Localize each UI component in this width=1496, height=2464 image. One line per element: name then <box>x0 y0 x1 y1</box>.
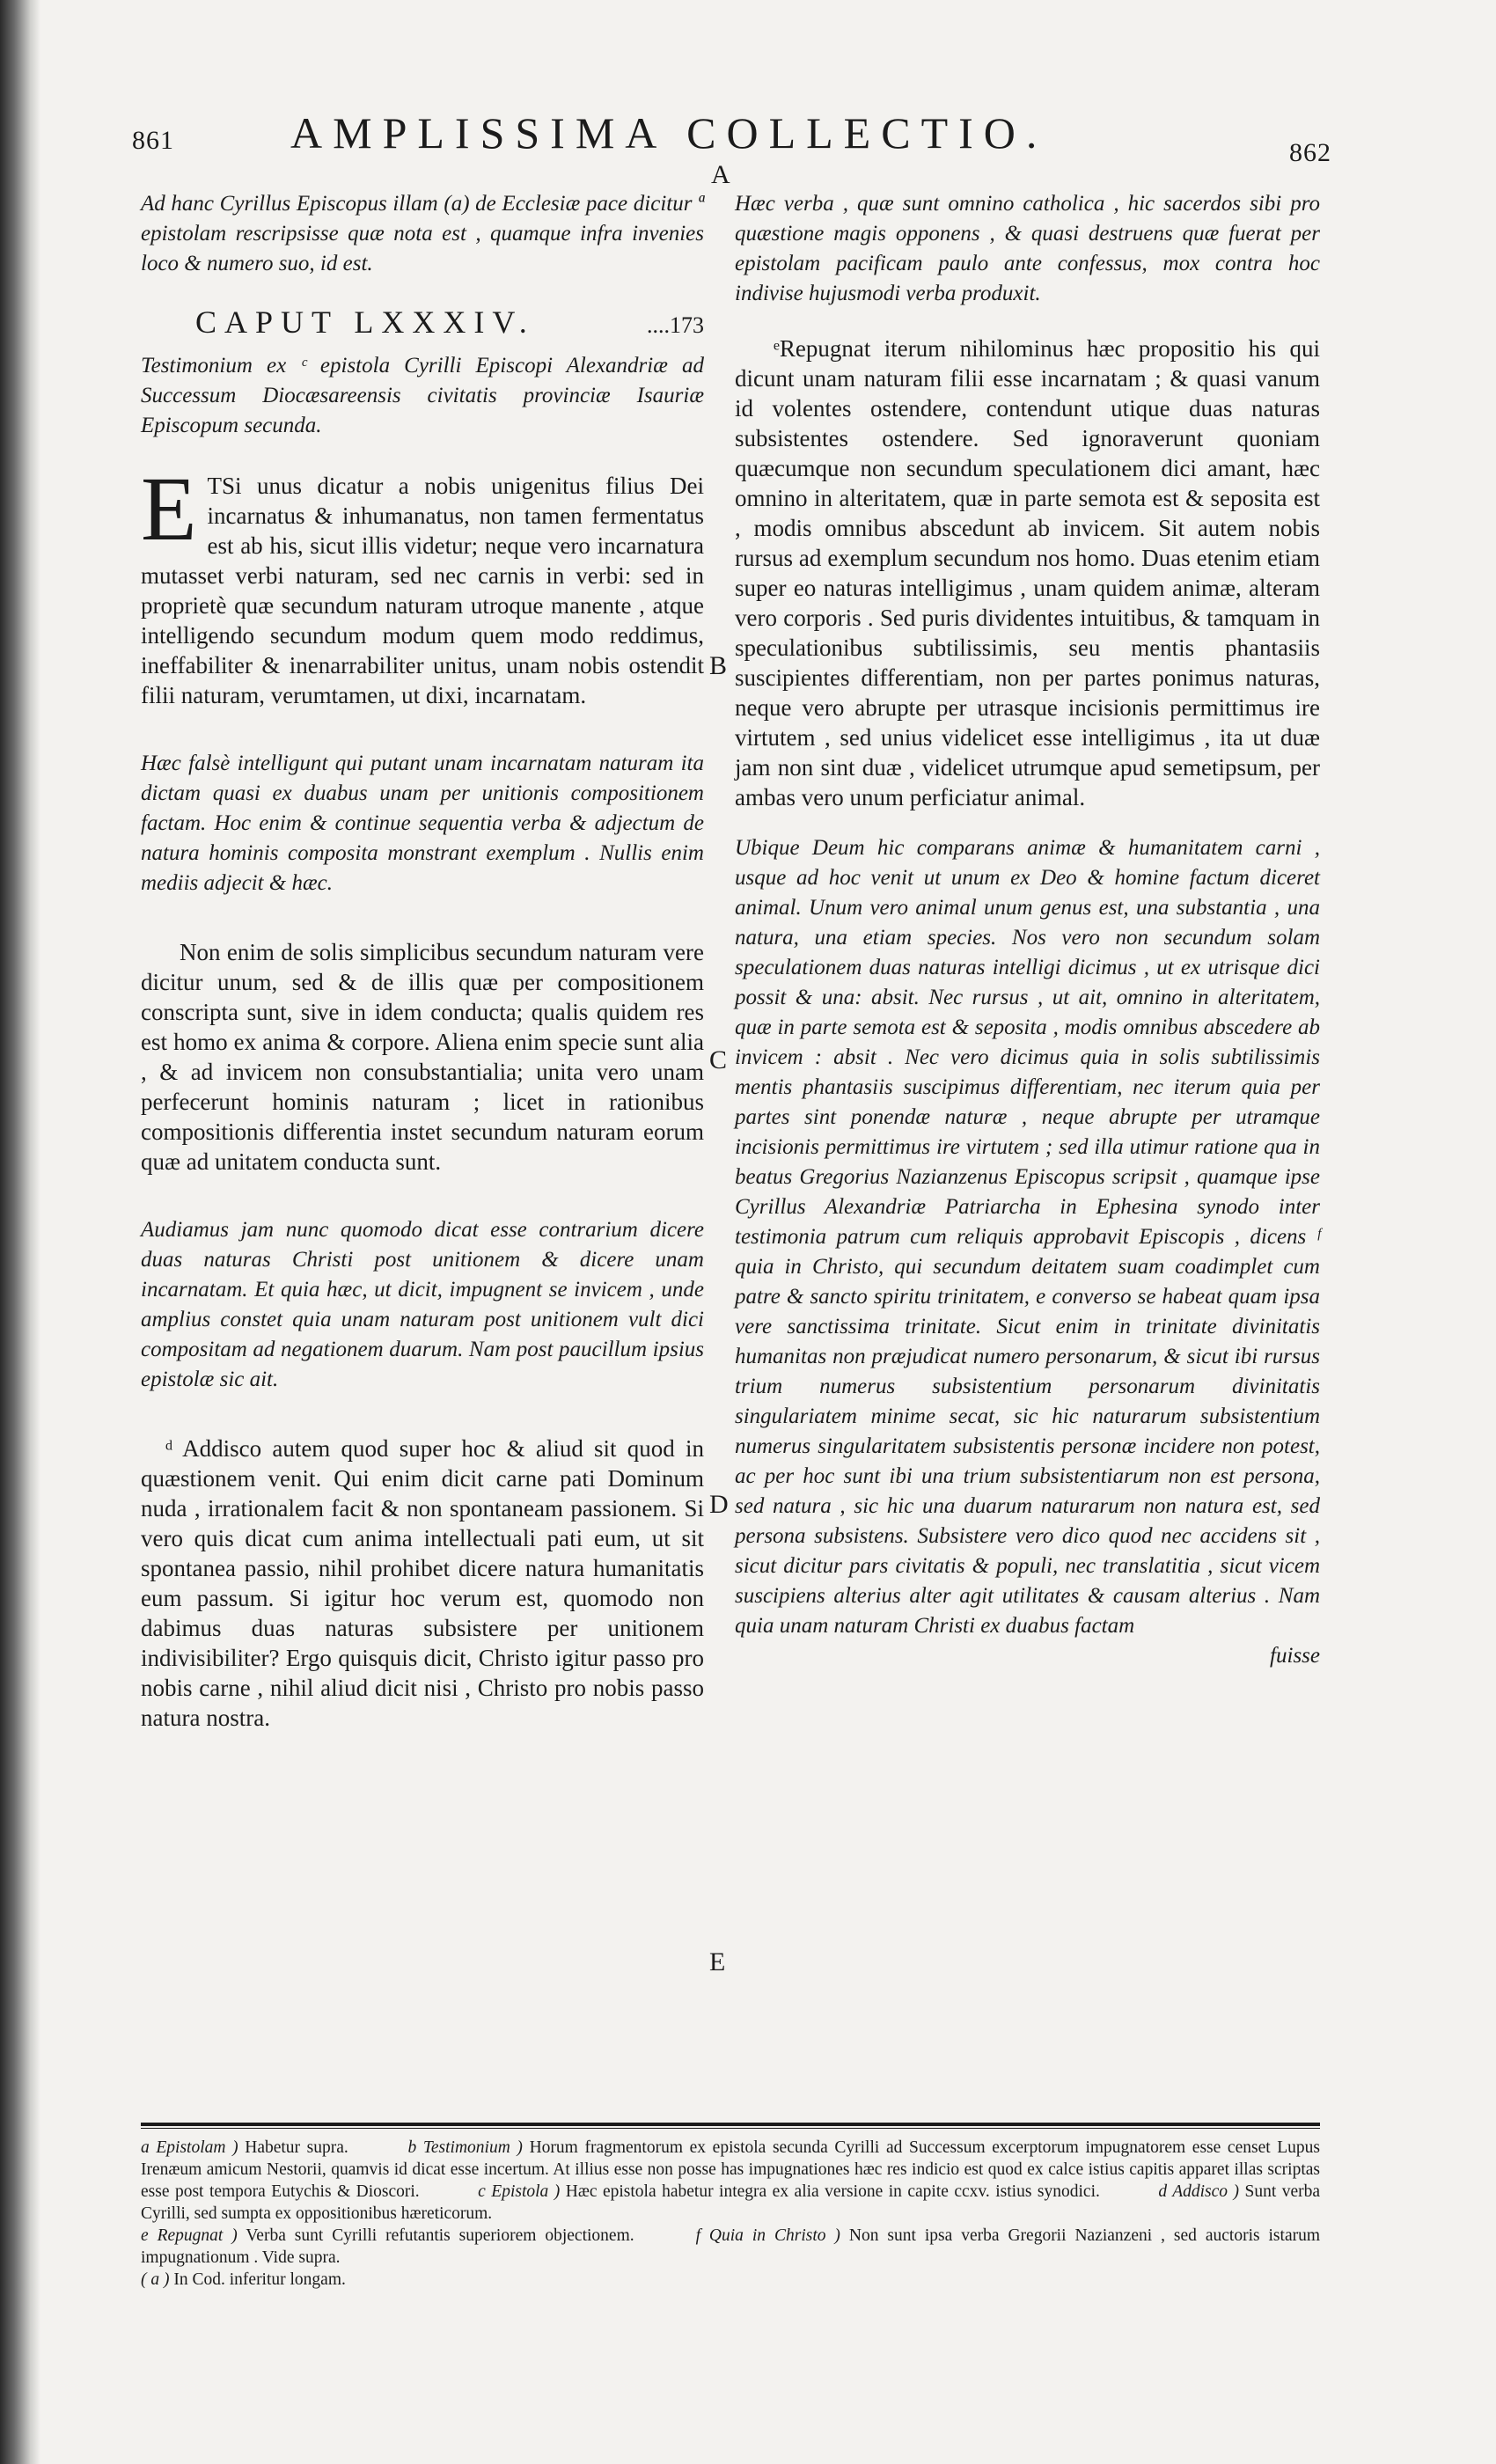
footnote-d-text: Sunt verba Cyrilli, sed sumpta ex oppositionibus hæreticorum. <box>141 2182 1321 2223</box>
left-page-number: 861 <box>132 126 174 155</box>
paragraph-text: TSi unus dicatur a nobis unigenitus filius Dei incarnatus & inhumanatus, non tamen fermentatus est ab his, sicut illis videtur; neque vero incarnatura mutasset verbi naturam, sed nec carnis in verbi: sed in proprietè quæ secundum naturam utroque manente , atque intelligendo secundum modum quem modo reddimus, ineffabiliter & inenarrabiliter unitus, unam nobis ostendit filii naturam, verumtamen, ut dixi, incarnatam. <box>141 473 704 708</box>
footnote-a2-ref: ( a ) <box>141 2270 170 2289</box>
chapter-reference: ....173 <box>647 312 704 338</box>
chapter-title: CAPUT LXXXIV. <box>195 304 535 340</box>
commentary-paragraph: Hæc falsè intelligunt qui putant unam incarnatam naturam ita dictam quasi ex duabus unam per unitionis compositionem factam. Hoc enim & continue sequentia verba & adjectum de natura hominis composita monstrant exemplum . Nullis enim mediis adjecit & hæc. <box>141 752 704 895</box>
footnote-f-text: Non sunt ipsa verba Gregorii Nazianzeni , sed auctoris istarum impugnationum . Vide supra. <box>141 2226 1321 2267</box>
footnote-c-text: Hæc epistola habetur integra ex alia versione in capite ccxv. istius synodici. <box>565 2182 1100 2201</box>
right-page-number: 862 <box>1289 138 1331 167</box>
commentary-paragraph: Audiamus jam nunc quomodo dicat esse contrarium dicere duas naturas Christi post unitionem & dicere unam incarnatam. Et quia hæc, ut dicit, impugnent se invicem , unde amplius constet quia unam naturam post unitionem vult dici compositam ad negationem duarum. Nam post paucillum ipsius epistolæ sic ait. <box>141 1218 704 1391</box>
paragraph-text: Non enim de solis simplicibus secundum naturam vere dicitur unum, sed & de illis quæ per compositionem conscripta sunt, sive in idem conducta; qualis quidem res est homo ex anima & corpore. Aliena enim specie sunt alia , & ad invicem non consubstantialia; unita vero unam perfecerunt hominis naturam ; licet in rationibus compositionis differentia instet secundum naturam eorum quæ ad unitatem conducta sunt. <box>141 939 704 1175</box>
footnote-a-ref: a Epistolam ) <box>141 2138 238 2157</box>
footnote-a2-text: In Cod. inferitur longam. <box>173 2270 346 2289</box>
footnotes <box>141 2137 1320 2291</box>
footnote-line <box>141 2225 1320 2269</box>
left-column <box>141 189 704 1733</box>
footnote-b-ref: b Testimonium ) <box>407 2138 523 2157</box>
right-column <box>735 189 1320 1671</box>
commentary-paragraph: Hæc verba , quæ sunt omnino catholica , hic sacerdos sibi pro quæstione magis opponens , & quasi destruens quæ fuerat per epistolam pacificam paulo ante confessus, mox contra hoc indivise hujusmodi verba produxit. <box>735 192 1320 305</box>
footnote-e-ref: e Repugnat ) <box>141 2226 238 2245</box>
catchword: fuisse <box>1270 1644 1320 1668</box>
footnote-d-ref: d Addisco ) <box>1158 2182 1240 2201</box>
first-paragraph <box>141 458 704 710</box>
footnote-line <box>141 2269 1320 2291</box>
footnote-f-ref: f Quia in Christo ) <box>695 2226 840 2245</box>
footnote-e-text: Verba sunt Cyrilli refutantis superiorem objectionem. <box>246 2226 634 2245</box>
paragraph-text: ᵉRepugnat iterum nihilominus hæc propositio his qui dicunt unam naturam filii esse incarnatam ; & quasi vanum id volentes ostendere, contendunt utique duas naturas subsistentes ostendere. Sed ignoraverunt quoniam quæcumque non secundum speculationem dici amant, hæc omnino in alteritatem, quæ in parte semota est & seposita est , modis omnibus abscedunt ab invicem. Sit autem nobis rursus ad exemplum secundum nos homo. Duas etenim etiam super eo naturas intelligimus , unam quidem animæ, alteram vero corporis . Sed puris dividentes intuitibus, & tamquam in speculationibus subtilissimis, seu mentis phantasiis suscipientes differentiam, non per partes ponimus naturas, neque vero abrupte per utrasque incisionis permittimus ire virtutem , sed unius videlicet esse intelligimus , ita ut duæ jam non sint duæ , videlicet utrumque apud semetipsum, per ambas vero unum perficiatur animal. <box>735 335 1320 810</box>
drop-cap: E <box>141 458 197 560</box>
testimonium-heading: Testimonium ex ᶜ epistola Cyrilli Episcopi Alexandriæ ad Successum Diocæsareensis civitatis provinciæ Isauriæ Episcopum secunda. <box>141 354 704 437</box>
footnote-rule-thin <box>141 2128 1320 2129</box>
paragraph-text: ᵈ Addisco autem quod super hoc & aliud sit quod in quæstionem venit. Qui enim dicit carne pati Dominum nuda , irrationalem facit & non spontaneam passionem. Si vero quis dicat cum anima intellectuali pati eum, ut sit spontanea passio, nihil prohibet dicere natura humanitatis eum passum. Si igitur hoc verum est, quomodo non dabimus duas naturas subsistere per unitionem indivisibiliter? Ergo quisquis dicit, Christo igitur passo pro nobis carne , nihil aliud dicit nisi , Christo pro nobis passo natura nostra. <box>141 1435 704 1731</box>
footnote-c-ref: c Epistola ) <box>478 2182 561 2201</box>
running-title: AMPLISSIMA COLLECTIO. <box>290 108 1048 158</box>
margin-letter-a: A <box>711 160 730 189</box>
intro-note: Ad hanc Cyrillus Episcopus illam (a) de Ecclesiæ pace dicitur ª epistolam rescripsisse quæ nota est , quamque infra invenies loco & numero suo, id est. <box>141 192 704 275</box>
margin-letter-e: E <box>709 1947 726 1976</box>
commentary-paragraph: Ubique Deum hic comparans animæ & humanitatem carni , usque ad hoc venit ut unum ex Deo & homine factum diceret animal. Unum vero animal unum genus est, una substantia , una natura, una etiam species. Nos vero non secundum solam speculationem duas naturas intelligi dicimus , ut ex utrisque dici possit & una: absit. Nec rursus , ut ait, omnino in alteritatem, quæ in parte semota est & seposita , modis omnibus abscedere ab invicem : absit . Nec vero dicimus quia in solis subtilissimis mentis phantasiis suscipimus differentiam, nec iterum quia per partes sint ponendæ naturæ , neque abrupte per utramque incisionis permittimus ire virtutem ; sed illa utimur ratione qua in beatus Gregorius Nazianzenus Episcopus scripsit , quamque ipse Cyrillus Alexandriæ Patriarcha in Ephesina synodo inter testimonia patrum cum reliquis approbavit Episcopis , dicens ᶠ quia in Christo, qui secundum deitatem suam coadimplet cum patre & sancto spiritu trinitatem, e converso se habeat quam ipsa vere sanctissima trinitate. Sicut enim in trinitate divinitatis humanitas non præjudicat numero personarum, & sicut ibi rursus trium numerus subsistentium personarum divinitatis singulariatem minime secat, sic hic naturarum subsistentium numerus singularitatem subsistentis personæ incidere non potest, ac per hoc sunt ibi una trium subsistentiarum non est persona, sed natura , sic hic una duarum naturarum non natura est, sed persona subsistens. Subsistere vero dico quod nec accidens sit , sicut dicitur pars civitatis & populi, nec translatitia , sicut vicem suscipiens alterius alter agit utilitates & causam alterius . Nam quia unam naturam Christi ex duabus factam <box>735 836 1320 1638</box>
margin-letter-d: D <box>709 1490 729 1519</box>
footnote-a-text: Habetur supra. <box>245 2138 348 2157</box>
chapter-heading <box>141 304 704 341</box>
footnote-b-text: Horum fragmentorum ex epistola secunda Cyrilli ad Successum excerptorum impugnatorem esse censet Lupus Irenæum amicum Nestorii, quamvis id dicat esse incertum. At illius esse non posse has impugnationes hæc res indicio est quod ex calce istius capitis apparet illas scriptas esse post tempora Eutychis & Dioscori. <box>141 2138 1321 2201</box>
margin-letter-c: C <box>709 1045 728 1074</box>
margin-letter-b: B <box>709 651 728 680</box>
footnote-line <box>141 2137 1320 2225</box>
footnote-rule <box>141 2123 1320 2126</box>
